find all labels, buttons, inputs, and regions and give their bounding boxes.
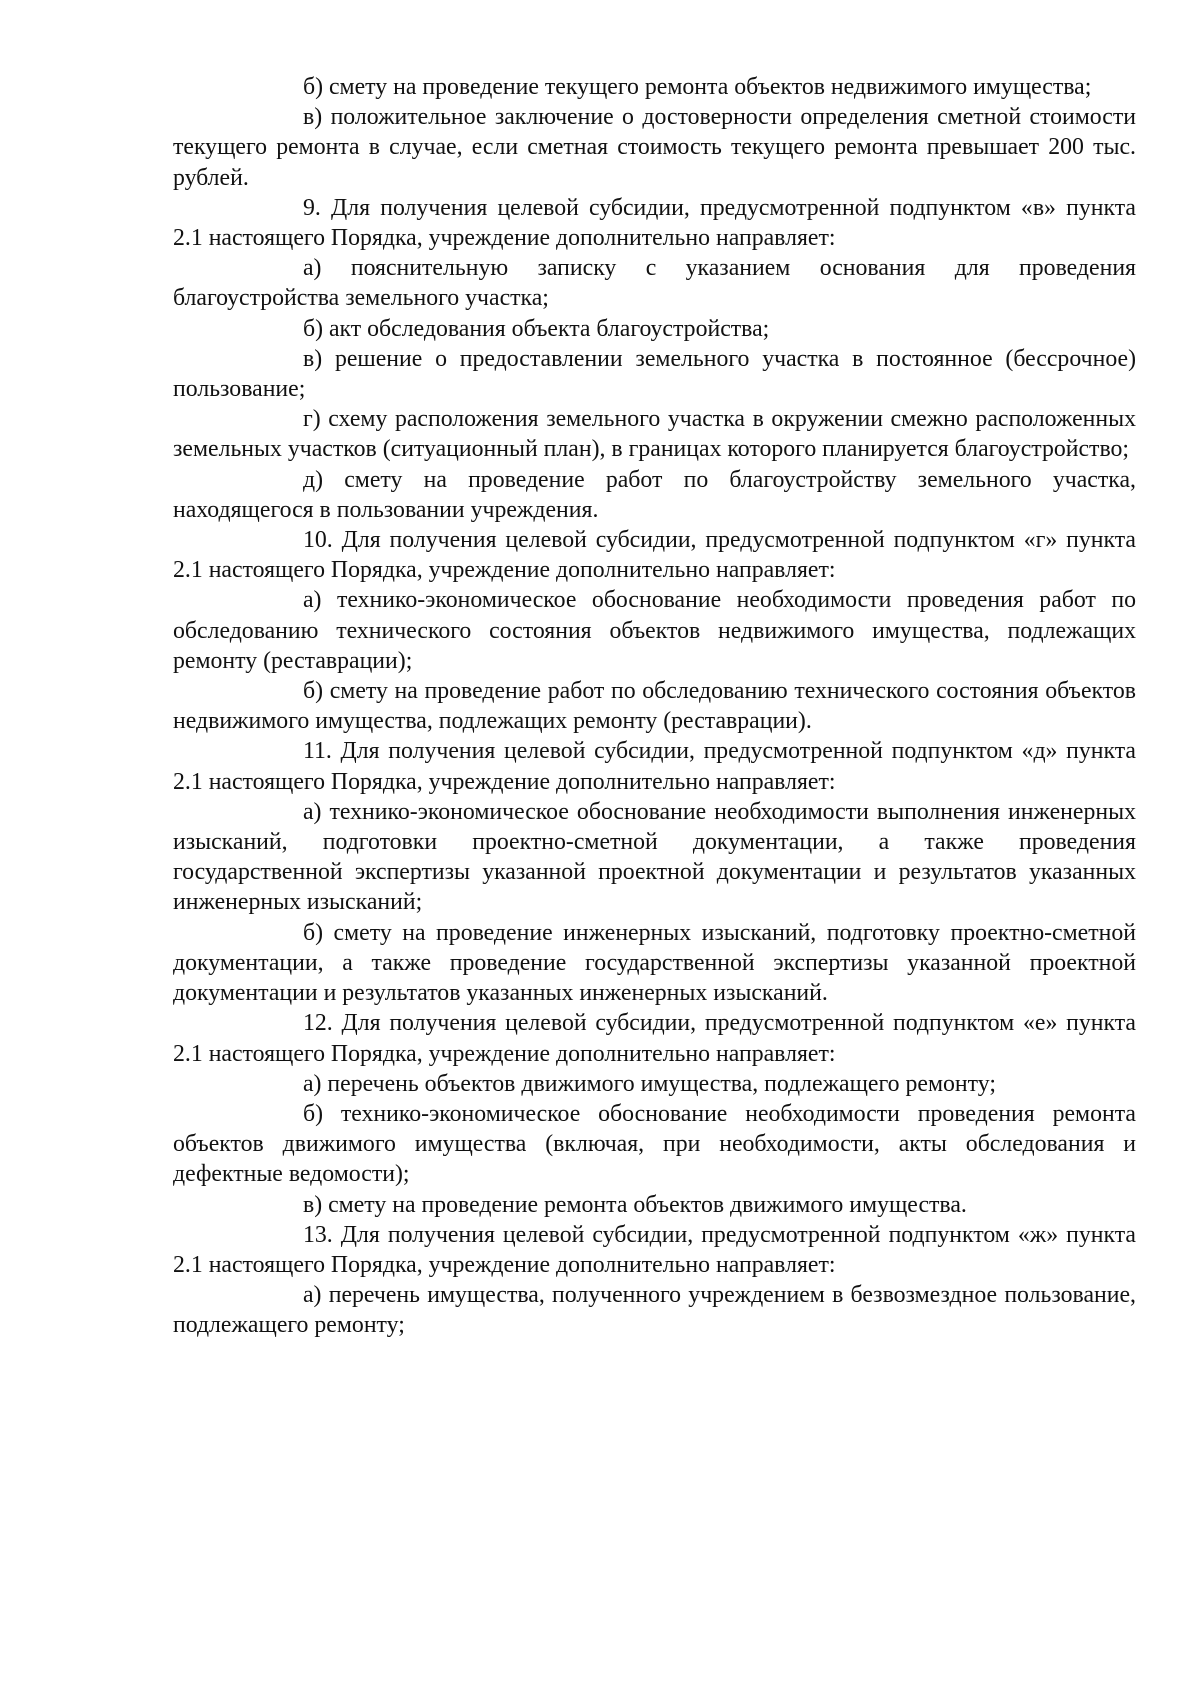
paragraph-9b: б) акт обследования объекта благоустройства; [303, 315, 770, 342]
paragraph-11: 11. Для получения целевой субсидии, предусмотренной подпунктом «д» пункта 2.1 настоящего Порядка, учреждение дополнительно направляет: [173, 738, 1136, 795]
paragraph-9v: в) решение о предоставлении земельного участка в постоянное (бессрочное) пользование; [173, 345, 1136, 403]
paragraph-9a: а) пояснительную записку с указанием основания для проведения благоустройства земельного участка; [173, 255, 1136, 312]
paragraph-13a: а) перечень имущества, полученного учреждением в безвозмездное пользование, подлежащего ремонту; [173, 1282, 1136, 1339]
paragraph-12b: б) технико-экономическое обоснование необходимости проведения ремонта объектов движимого имущества (включая, при необходимости, акты обследования и дефектные ведомости); [173, 1100, 1136, 1188]
paragraph-9g: г) схему расположения земельного участка в окружении смежно расположенных земельных участков (ситуационный план), в границах которого планируется благоустройство; [173, 406, 1136, 463]
paragraph-9: 9. Для получения целевой субсидии, предусмотренной подпунктом «в» пункта 2.1 настоящего Порядка, учреждение дополнительно направляет: [173, 194, 1136, 252]
paragraph-10b: б) смету на проведение работ по обследованию технического состояния объектов недвижимого имущества, подлежащих ремонту (реставрации). [173, 678, 1136, 735]
paragraph-11b: б) смету на проведение инженерных изысканий, подготовку проектно-сметной документации, а также проведение государственной экспертизы указанной проектной документации и результатов указанных инженерных изысканий. [173, 919, 1136, 1007]
document-page [173, 72, 1136, 1341]
paragraph-b-estimate-repair: б) смету на проведение текущего ремонта объектов недвижимого имущества; [303, 74, 1092, 100]
paragraph-10a: а) технико-экономическое обоснование необходимости проведения работ по обследованию технического состояния объектов недвижимого имущества, подлежащих ремонту (реставрации); [173, 587, 1136, 674]
paragraph-11a: а) технико-экономическое обоснование необходимости выполнения инженерных изысканий, подготовки проектно-сметной документации, а также проведения государственной экспертизы указанной проектной документации и результатов указанных инженерных изысканий; [173, 798, 1136, 916]
paragraph-10: 10. Для получения целевой субсидии, предусмотренной подпунктом «г» пункта 2.1 настоящего Порядка, учреждение дополнительно направляет: [173, 527, 1136, 584]
paragraph-v-positive-conclusion: в) положительное заключение о достоверности определения сметной стоимости текущего ремонта в случае, если сметная стоимость текущего ремонта превышает 200 тыс. рублей. [173, 104, 1136, 191]
paragraph-9d: д) смету на проведение работ по благоустройству земельного участка, находящегося в пользовании учреждения. [173, 466, 1136, 523]
paragraph-12: 12. Для получения целевой субсидии, предусмотренной подпунктом «е» пункта 2.1 настоящего Порядка, учреждение дополнительно направляет: [173, 1010, 1136, 1067]
paragraph-12v: в) смету на проведение ремонта объектов движимого имущества. [303, 1191, 967, 1218]
paragraph-12a: а) перечень объектов движимого имущества, подлежащего ремонту; [303, 1070, 996, 1097]
paragraph-13: 13. Для получения целевой субсидии, предусмотренной подпунктом «ж» пункта 2.1 настоящего Порядка, учреждение дополнительно направляет: [173, 1221, 1136, 1278]
